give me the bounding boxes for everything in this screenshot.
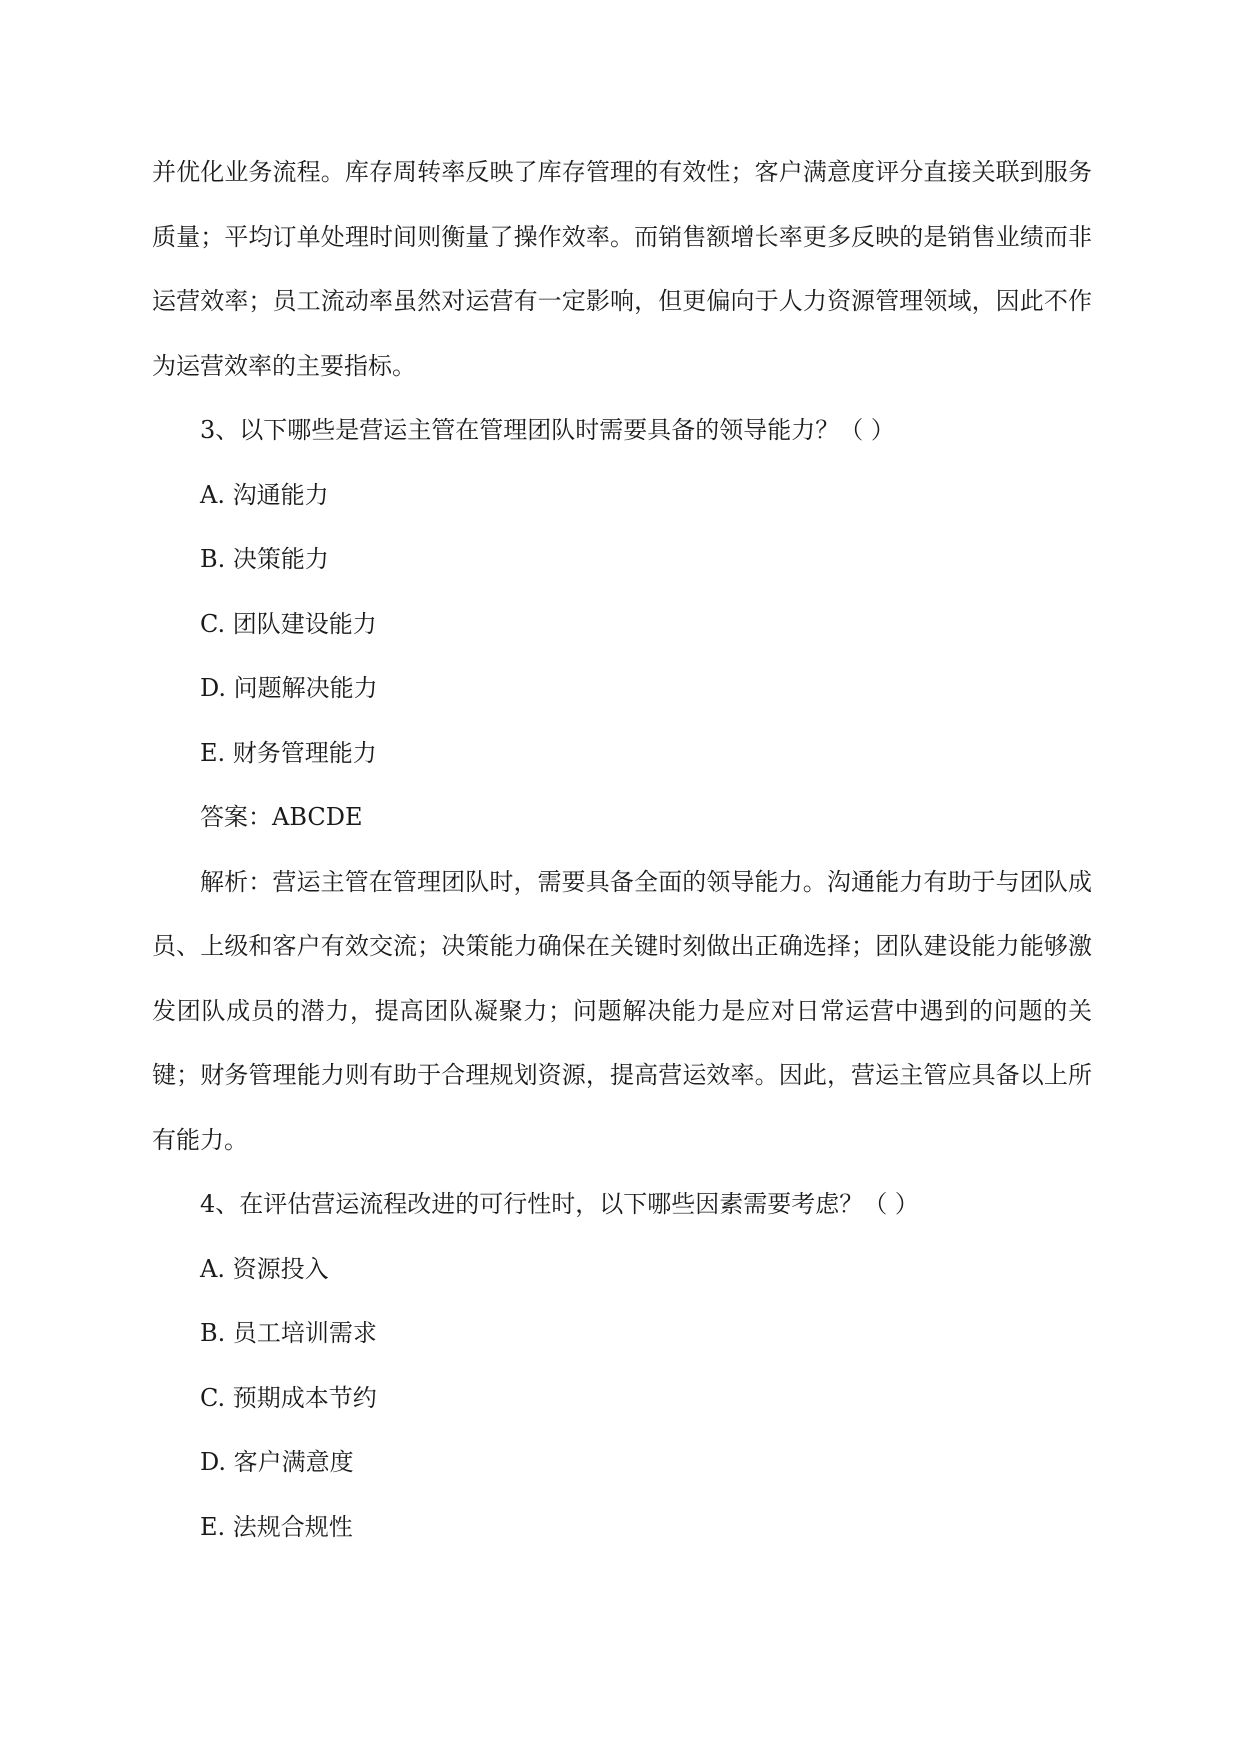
question-3-option-d: D. 问题解决能力 — [200, 674, 378, 702]
question-4-stem: 4、在评估营运流程改进的可行性时，以下哪些因素需要考虑？（ ） — [200, 1190, 919, 1218]
question-3-option-a: A. 沟通能力 — [200, 480, 329, 509]
question-4-option-c: C. 预期成本节约 — [200, 1383, 377, 1412]
question-3-explanation: 解析：营运主管在管理团队时，需要具备全面的领导能力。沟通能力有助于与团队成员、上级和客户有效交流；决策能力确保在关键时刻做出正确选择；团队建设能力能够激发团队成员的潜力，提高团队凝聚力；问题解决能力是应对日常运营中遇到的问题的关键；财务管理能力则有助于合理规划资源，提高营运效率。因此，营运主管应具备以上所有能力。 — [152, 867, 1092, 1154]
question-3-stem: 3、以下哪些是营运主管在管理团队时需要具备的领导能力？（ ） — [200, 416, 895, 444]
question-3-answer: 答案：ABCDE — [200, 803, 363, 831]
question-4-option-e: E. 法规合规性 — [200, 1512, 353, 1541]
previous-explanation-tail: 并优化业务流程。库存周转率反映了库存管理的有效性；客户满意度评分直接关联到服务质量；平均订单处理时间则衡量了操作效率。而销售额增长率更多反映的是销售业绩而非运营效率；员工流动率虽然对运营有一定影响，但更偏向于人力资源管理领域，因此不作为运营效率的主要指标。 — [152, 158, 1092, 380]
question-3-option-e: E. 财务管理能力 — [200, 738, 377, 767]
question-4-option-a: A. 资源投入 — [200, 1254, 329, 1283]
document-page — [152, 140, 1092, 1559]
question-3-option-c: C. 团队建设能力 — [200, 609, 377, 638]
question-3-option-b: B. 决策能力 — [200, 545, 329, 573]
question-4-option-b: B. 员工培训需求 — [200, 1319, 377, 1347]
question-4-option-d: D. 客户满意度 — [200, 1448, 354, 1476]
